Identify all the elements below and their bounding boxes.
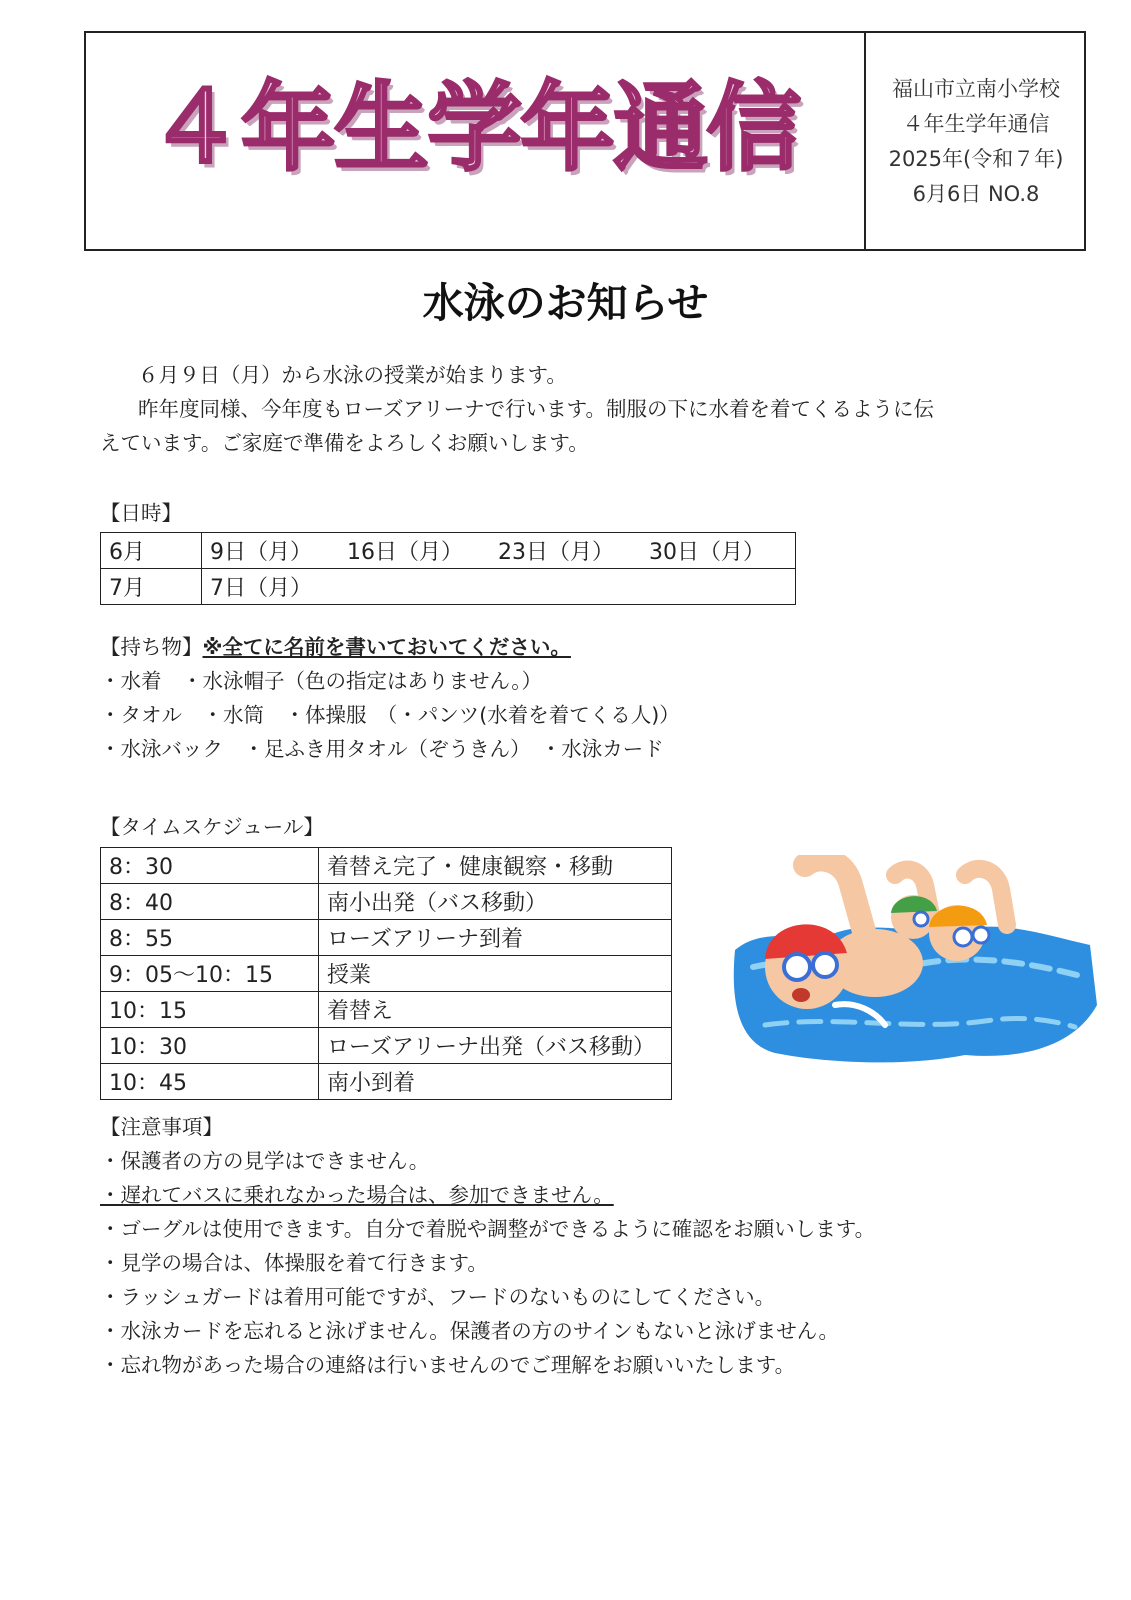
notes-line-2: ・遅れてバスに乗れなかった場合は、参加できません。 xyxy=(100,1183,614,1207)
table-row xyxy=(101,848,672,884)
belongings-heading xyxy=(100,630,571,660)
belongings-label: 【持ち物】 xyxy=(100,635,203,659)
table-row xyxy=(101,533,796,569)
intro-line-1: ６月９日（月）から水泳の授業が始まります。 xyxy=(138,363,567,387)
table-row xyxy=(101,1064,672,1100)
belongings-line-3: ・水泳バック ・足ふき用タオル（ぞうきん） ・水泳カード xyxy=(100,737,664,761)
dates-table xyxy=(100,532,796,605)
date-item: 30日（月） xyxy=(649,540,765,565)
table-row xyxy=(101,1028,672,1064)
header-info xyxy=(866,72,1086,212)
table-row xyxy=(101,884,672,920)
dates-cell xyxy=(202,569,796,605)
activity-cell: 着替え xyxy=(319,992,672,1028)
issue-year: 2025年(令和７年) xyxy=(888,147,1064,171)
masthead-title: ４年生学年通信 xyxy=(148,72,800,184)
dates-cell xyxy=(202,533,796,569)
date-item: 7日（月） xyxy=(210,576,312,601)
issue-number: 6月6日 NO.8 xyxy=(912,182,1040,206)
table-row xyxy=(101,992,672,1028)
date-item: 16日（月） xyxy=(347,540,463,565)
activity-cell: 南小出発（バス移動） xyxy=(319,884,672,920)
date-item: 9日（月） xyxy=(210,540,312,565)
belongings-note: ※全てに名前を書いておいてください。 xyxy=(202,635,571,659)
swimmers-illustration-icon xyxy=(725,855,1105,1075)
month-cell: 6月 xyxy=(101,533,202,569)
intro-line-2: 昨年度同様、今年度もローズアリーナで行います。制服の下に水着を着てくるように伝 xyxy=(138,397,935,421)
notes-line-4: ・見学の場合は、体操服を着て行きます。 xyxy=(100,1251,488,1275)
belongings-line-2: ・タオル ・水筒 ・体操服 （・パンツ(水着を着てくる人)） xyxy=(100,703,680,727)
school-name: 福山市立南小学校 xyxy=(892,77,1060,101)
table-row xyxy=(101,956,672,992)
notes-heading: 【注意事項】 xyxy=(100,1115,223,1139)
timetable-heading: 【タイムスケジュール】 xyxy=(100,815,324,839)
activity-cell: ローズアリーナ到着 xyxy=(319,920,672,956)
table-row xyxy=(101,920,672,956)
notes-line-1: ・保護者の方の見学はできません。 xyxy=(100,1149,430,1173)
activity-cell: 着替え完了・健康観察・移動 xyxy=(319,848,672,884)
notes-line-6: ・水泳カードを忘れると泳げません。保護者の方のサインもないと泳げません。 xyxy=(100,1319,840,1343)
month-cell: 7月 xyxy=(101,569,202,605)
notes-line-5: ・ラッシュガードは着用可能ですが、フードのないものにしてください。 xyxy=(100,1285,776,1309)
page-title: 水泳のお知らせ xyxy=(422,279,709,327)
time-cell: 8：40 xyxy=(101,884,319,920)
notes-line-7: ・忘れ物があった場合の連絡は行いませんのでご理解をお願いいたします。 xyxy=(100,1353,796,1377)
belongings-line-1: ・水着 ・水泳帽子（色の指定はありません。） xyxy=(100,669,542,693)
time-cell: 10：15 xyxy=(101,992,319,1028)
activity-cell: ローズアリーナ出発（バス移動） xyxy=(319,1028,672,1064)
time-cell: 8：30 xyxy=(101,848,319,884)
time-cell: 10：30 xyxy=(101,1028,319,1064)
dates-heading: 【日時】 xyxy=(100,501,182,525)
table-row xyxy=(101,569,796,605)
time-cell: 8：55 xyxy=(101,920,319,956)
notes-line-3: ・ゴーグルは使用できます。自分で着脱や調整ができるように確認をお願いします。 xyxy=(100,1217,876,1241)
timetable-table xyxy=(100,847,672,1100)
newsletter-name: ４年生学年通信 xyxy=(902,112,1050,136)
date-item: 23日（月） xyxy=(498,540,614,565)
activity-cell: 南小到着 xyxy=(319,1064,672,1100)
activity-cell: 授業 xyxy=(319,956,672,992)
time-cell: 10：45 xyxy=(101,1064,319,1100)
intro-line-3: えています。ご家庭で準備をよろしくお願いします。 xyxy=(100,431,589,455)
time-cell: 9：05～10：15 xyxy=(101,956,319,992)
